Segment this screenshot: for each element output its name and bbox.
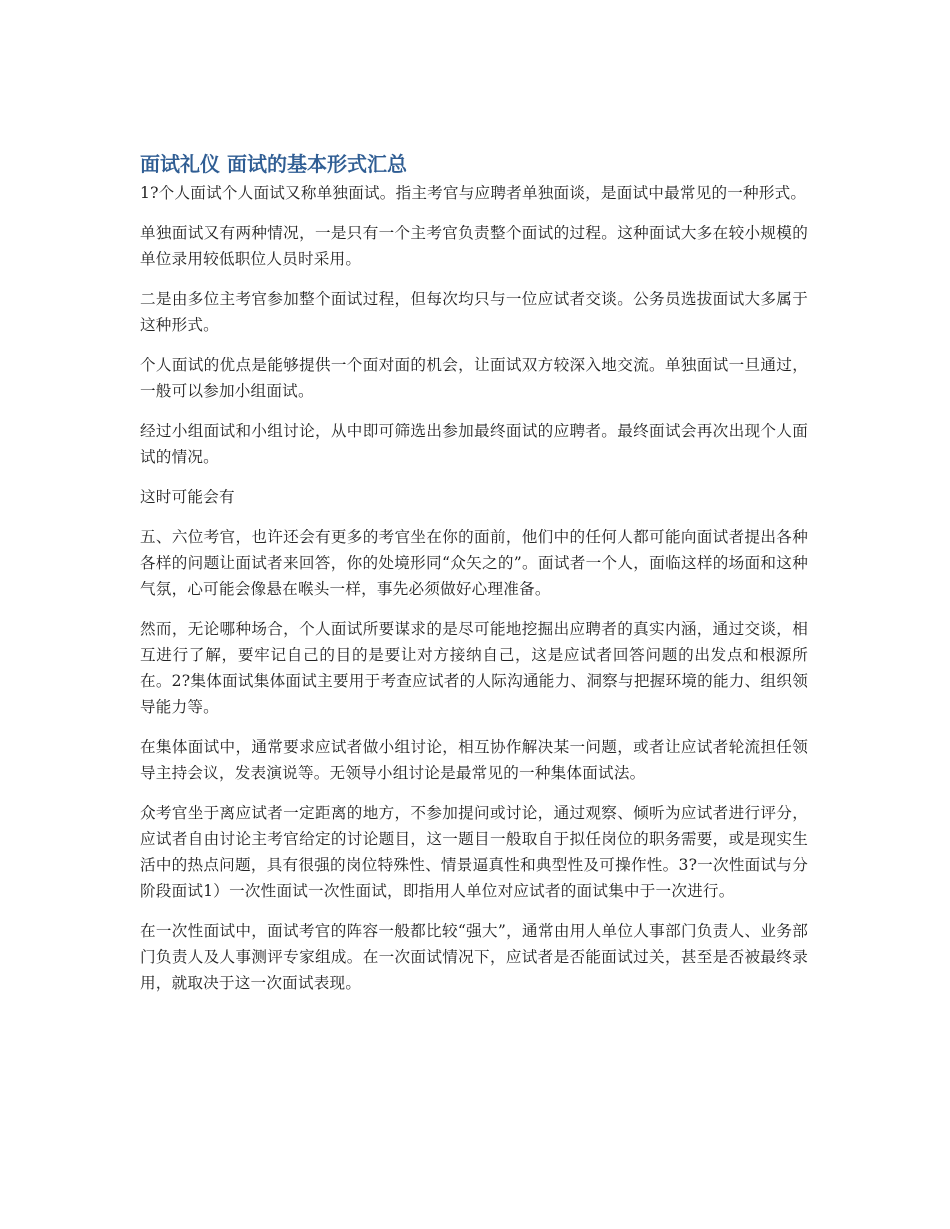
paragraph: 然而，无论哪种场合，个人面试所要谋求的是尽可能地挖掘出应聘者的真实内涵，通过交谈，相互进行了解，要牢记自己的目的是要让对方接纳自己，这是应试者回答问题的出发点和根源所在。2?集体面试集体面试主要用于考查应试者的人际沟通能力、洞察与把握环境的能力、组织领导能力等。: [140, 620, 808, 716]
paragraph: 经过小组面试和小组讨论，从中即可筛选出参加最终面试的应聘者。最终面试会再次出现个人面试的情况。: [140, 422, 808, 466]
paragraph: 众考官坐于离应试者一定距离的地方，不参加提问或讨论，通过观察、倾听为应试者进行评分，应试者自由讨论主考官给定的讨论题目，这一题目一般取自于拟任岗位的职务需要，或是现实生活中的热点问题，具有很强的岗位特殊性、情景逼真性和典型性及可操作性。3?一次性面试与分阶段面试1）一次性面试一次性面试，即指用人单位对应试者的面试集中于一次进行。: [140, 804, 808, 900]
paragraph: 在一次性面试中，面试考官的阵容一般都比较“强大”，通常由用人单位人事部门负责人、业务部门负责人及人事测评专家组成。在一次面试情况下，应试者是否能面试过关，甚至是否被最终录用，就取决于这一次面试表现。: [140, 922, 808, 992]
paragraph: 二是由多位主考官参加整个面试过程，但每次均只与一位应试者交谈。公务员选拔面试大多属于这种形式。: [140, 290, 808, 334]
document-title: 面试礼仪 面试的基本形式汇总: [140, 152, 407, 176]
paragraph: 单独面试又有两种情况，一是只有一个主考官负责整个面试的过程。这种面试大多在较小规模的单位录用较低职位人员时采用。: [140, 224, 808, 268]
document-page: [140, 150, 808, 1010]
paragraph: 这时可能会有: [140, 488, 235, 506]
paragraph: 1?个人面试个人面试又称单独面试。指主考官与应聘者单独面谈，是面试中最常见的一种形式。: [140, 184, 807, 202]
paragraph: 五、六位考官，也许还会有更多的考官坐在你的面前，他们中的任何人都可能向面试者提出各种各样的问题让面试者来回答，你的处境形同“众矢之的”。面试者一个人，面临这样的场面和这种气氛，心可能会像悬在喉头一样，事先必须做好心理准备。: [140, 528, 808, 598]
paragraph: 个人面试的优点是能够提供一个面对面的机会，让面试双方较深入地交流。单独面试一旦通过，一般可以参加小组面试。: [140, 356, 808, 400]
paragraph: 在集体面试中，通常要求应试者做小组讨论，相互协作解决某一问题，或者让应试者轮流担任领导主持会议，发表演说等。无领导小组讨论是最常见的一种集体面试法。: [140, 738, 808, 782]
